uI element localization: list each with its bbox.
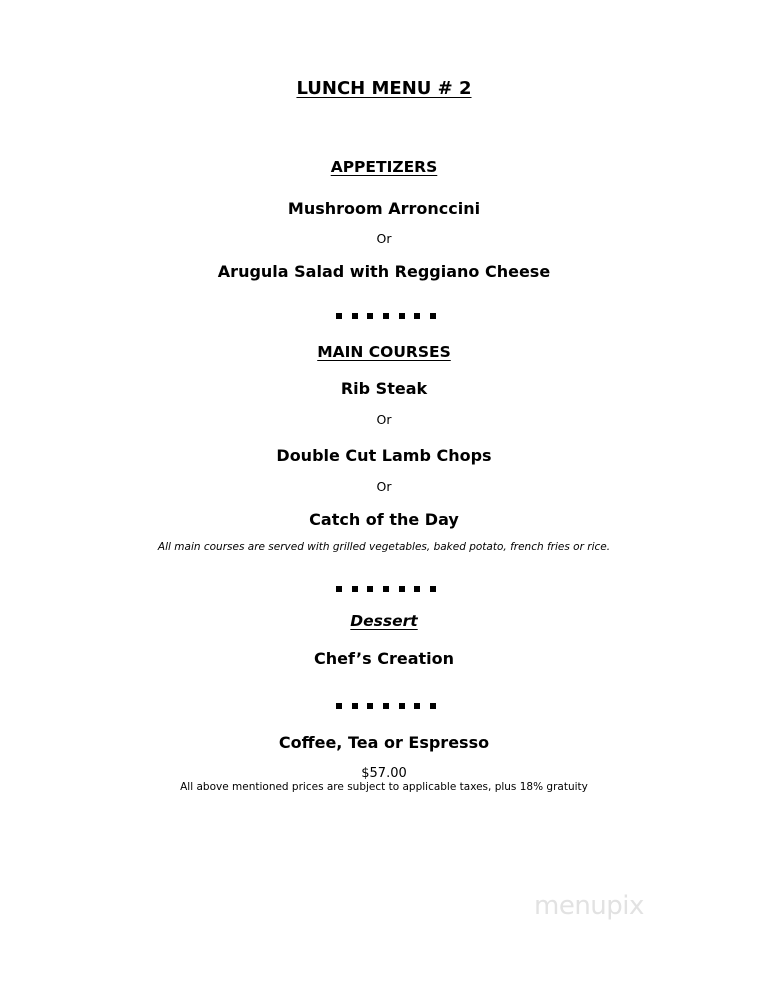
divider-square bbox=[352, 703, 358, 709]
menu-price: $57.00 bbox=[361, 766, 407, 781]
dessert-item-chefs-creation: Chef’s Creation bbox=[313, 649, 454, 668]
menupix-watermark: menupix bbox=[534, 891, 644, 921]
divider-square bbox=[383, 586, 389, 592]
dessert-heading: Dessert bbox=[350, 612, 418, 630]
divider-square bbox=[367, 313, 373, 319]
divider-square bbox=[399, 703, 405, 709]
divider-square bbox=[399, 313, 405, 319]
divider-square bbox=[414, 586, 420, 592]
divider-square bbox=[367, 586, 373, 592]
main-item-rib-steak: Rib Steak bbox=[340, 379, 428, 398]
page-title: LUNCH MENU # 2 bbox=[296, 78, 472, 99]
main-courses-heading: MAIN COURSES bbox=[317, 343, 451, 361]
divider-square bbox=[352, 586, 358, 592]
main-courses-note: All main courses are served with grilled vegetables, baked potato, french fries or rice. bbox=[157, 541, 611, 553]
divider-square bbox=[414, 703, 420, 709]
divider-square bbox=[430, 586, 436, 592]
divider-square bbox=[399, 586, 405, 592]
or-separator: Or bbox=[376, 479, 392, 494]
divider-square bbox=[367, 703, 373, 709]
divider-square bbox=[430, 313, 436, 319]
price-disclaimer: All above mentioned prices are subject to applicable taxes, plus 18% gratuity bbox=[180, 781, 588, 793]
divider-square bbox=[414, 313, 420, 319]
section-divider bbox=[336, 313, 436, 320]
or-separator: Or bbox=[376, 231, 392, 246]
beverage-item: Coffee, Tea or Espresso bbox=[278, 733, 490, 752]
divider-square bbox=[383, 703, 389, 709]
divider-square bbox=[336, 703, 342, 709]
divider-square bbox=[336, 586, 342, 592]
main-item-catch-of-the-day: Catch of the Day bbox=[309, 510, 459, 529]
appetizer-item-arugula-salad: Arugula Salad with Reggiano Cheese bbox=[217, 262, 551, 281]
appetizers-heading: APPETIZERS bbox=[330, 158, 438, 176]
section-divider bbox=[336, 586, 436, 593]
divider-square bbox=[383, 313, 389, 319]
appetizer-item-mushroom-arronccini: Mushroom Arronccini bbox=[287, 199, 481, 218]
divider-square bbox=[336, 313, 342, 319]
main-item-lamb-chops: Double Cut Lamb Chops bbox=[276, 446, 492, 465]
section-divider bbox=[336, 703, 436, 710]
divider-square bbox=[352, 313, 358, 319]
or-separator: Or bbox=[376, 412, 392, 427]
divider-square bbox=[430, 703, 436, 709]
